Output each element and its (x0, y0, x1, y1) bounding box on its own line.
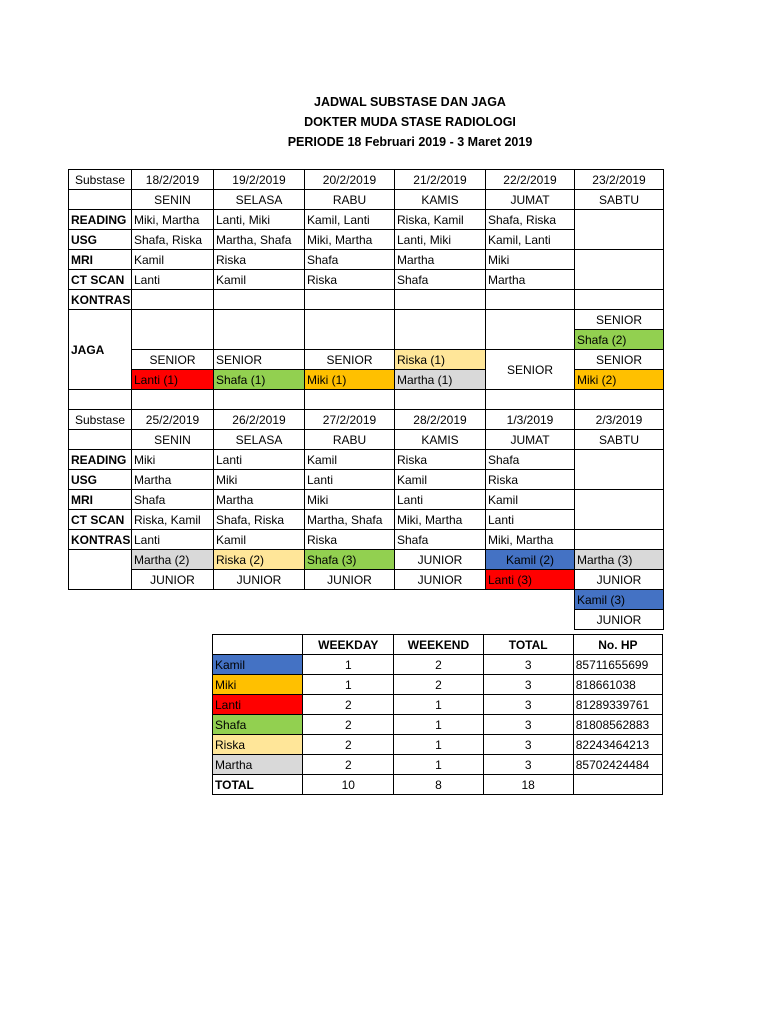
empty-cell (214, 610, 305, 630)
date-cell: 28/2/2019 (395, 410, 486, 430)
assignment-cell: Kamil (132, 250, 214, 270)
day-cell: SENIN (132, 190, 214, 210)
day-cell: KAMIS (395, 430, 486, 450)
assignment-cell: Kamil (305, 450, 395, 470)
recap-name-cell: Shafa (213, 715, 303, 735)
assignment-cell: Shafa, Riska (486, 210, 575, 230)
date-cell: 18/2/2019 (132, 170, 214, 190)
recap-name-cell: Kamil (213, 655, 303, 675)
recap-name-cell: Miki (213, 675, 303, 695)
jaga-role-cell: SENIOR (486, 350, 575, 390)
assignment-cell: Martha, Shafa (214, 230, 305, 250)
jaga-label: JAGA (69, 310, 132, 390)
week1-row-ctscan (69, 270, 664, 290)
empty-cell (69, 610, 132, 630)
jaga-role-cell: JUNIOR (575, 610, 664, 630)
date-cell: 2/3/2019 (575, 410, 664, 430)
jaga-name-cell: Shafa (3) (305, 550, 395, 570)
jaga-role-cell: SENIOR (575, 310, 664, 330)
recap-total-cell: 3 (483, 675, 573, 695)
jaga-name-cell: Kamil (3) (575, 590, 664, 610)
recap-weekday-cell: 2 (303, 755, 394, 775)
empty-cell (575, 470, 664, 490)
empty-cell (395, 590, 486, 610)
assignment-cell: Shafa (486, 450, 575, 470)
assignment-cell: Martha (132, 470, 214, 490)
empty-cell (575, 210, 664, 230)
recap-name-cell: Riska (213, 735, 303, 755)
day-cell: SABTU (575, 190, 664, 210)
title-line-2: DOKTER MUDA STASE RADIOLOGI (304, 115, 516, 129)
jaga-name-cell: Riska (1) (395, 350, 486, 370)
recap-weekend-cell: 1 (394, 735, 483, 755)
recap-weekend-cell: 2 (394, 655, 483, 675)
assignment-cell: Riska (214, 250, 305, 270)
assignment-cell: Miki (486, 250, 575, 270)
week2-row-kontras (69, 530, 664, 550)
assignment-cell: Miki, Martha (305, 230, 395, 250)
week1-row-reading (69, 210, 664, 230)
empty-cell (486, 310, 575, 350)
day-cell: SELASA (214, 190, 305, 210)
row-label: MRI (69, 250, 132, 270)
recap-weekday-cell: 2 (303, 735, 394, 755)
assignment-cell: Kamil (214, 530, 305, 550)
assignment-cell (395, 290, 486, 310)
date-cell: 25/2/2019 (132, 410, 214, 430)
assignment-cell: Riska, Kamil (395, 210, 486, 230)
jaga-role-cell: SENIOR (305, 350, 395, 370)
empty-cell (575, 270, 664, 290)
assignment-cell: Martha (214, 490, 305, 510)
week1-date-row (69, 170, 664, 190)
empty-cell (69, 430, 132, 450)
empty-cell (575, 510, 664, 530)
substase-label: Substase (69, 170, 132, 190)
recap-weekend-cell: 1 (394, 715, 483, 735)
recap-table (212, 634, 663, 795)
recap-weekend-cell: 1 (394, 755, 483, 775)
recap-weekend-cell: 1 (394, 695, 483, 715)
assignment-cell (132, 290, 214, 310)
recap-weekday-cell: 10 (303, 775, 394, 795)
empty-cell (395, 310, 486, 350)
week1-row-mri (69, 250, 664, 270)
empty-cell (214, 310, 305, 350)
recap-header-cell (213, 635, 303, 655)
assignment-cell: Shafa (132, 490, 214, 510)
row-label: CT SCAN (69, 510, 132, 530)
row-label: KONTRAS (69, 290, 132, 310)
jaga-name-cell: Martha (1) (395, 370, 486, 390)
title-line-3: PERIODE 18 Februari 2019 - 3 Maret 2019 (287, 135, 533, 149)
empty-cell (132, 390, 214, 410)
assignment-cell: Kamil, Lanti (486, 230, 575, 250)
recap-header-cell: No. HP (573, 635, 662, 655)
assignment-cell: Riska, Kamil (132, 510, 214, 530)
recap-row (213, 695, 663, 715)
empty-cell (395, 390, 486, 410)
week2-jaga-row-b (69, 570, 664, 590)
jaga-role-cell: SENIOR (132, 350, 214, 370)
week2-jaga-row-c (69, 590, 664, 610)
week1-row-usg (69, 230, 664, 250)
jaga-name-cell: Miki (2) (575, 370, 664, 390)
assignment-cell: Lanti (305, 470, 395, 490)
day-cell: SELASA (214, 430, 305, 450)
assignment-cell: Shafa (395, 270, 486, 290)
substase-label: Substase (69, 410, 132, 430)
assignment-cell: Shafa, Riska (132, 230, 214, 250)
week2-date-row (69, 410, 664, 430)
jaga-role-cell: JUNIOR (132, 570, 214, 590)
recap-phone-cell: 85711655699 (573, 655, 662, 675)
row-label: KONTRAS (69, 530, 132, 550)
week2-jaga-row-a (69, 550, 664, 570)
empty-cell (214, 390, 305, 410)
empty-cell (395, 610, 486, 630)
empty-cell (132, 310, 214, 350)
jaga-name-cell: Lanti (3) (486, 570, 575, 590)
date-cell: 21/2/2019 (395, 170, 486, 190)
spacer-row (69, 390, 664, 410)
jaga-name-cell: Martha (3) (575, 550, 664, 570)
assignment-cell: Shafa (305, 250, 395, 270)
week2-row-usg (69, 470, 664, 490)
day-cell: SABTU (575, 430, 664, 450)
jaga-role-cell: SENIOR (575, 350, 664, 370)
empty-cell (69, 590, 132, 610)
schedule-table (68, 169, 664, 630)
empty-cell (575, 230, 664, 250)
recap-row (213, 675, 663, 695)
date-cell: 20/2/2019 (305, 170, 395, 190)
empty-cell (69, 390, 132, 410)
empty-cell (132, 590, 214, 610)
empty-cell (575, 390, 664, 410)
recap-phone-cell: 81808562883 (573, 715, 662, 735)
assignment-cell: Kamil (395, 470, 486, 490)
row-label: READING (69, 450, 132, 470)
recap-total-cell: 3 (483, 735, 573, 755)
assignment-cell (214, 290, 305, 310)
assignment-cell: Miki, Martha (395, 510, 486, 530)
empty-cell (486, 390, 575, 410)
assignment-cell (486, 290, 575, 310)
assignment-cell: Martha (486, 270, 575, 290)
recap-header-row (213, 635, 663, 655)
recap-phone-cell: 81289339761 (573, 695, 662, 715)
recap-header-cell: WEEKDAY (303, 635, 394, 655)
week1-jaga-row-d (69, 370, 664, 390)
recap-phone-cell: 82243464213 (573, 735, 662, 755)
row-label: MRI (69, 490, 132, 510)
empty-cell (69, 570, 132, 590)
recap-row (213, 655, 663, 675)
assignment-cell: Lanti, Miki (214, 210, 305, 230)
assignment-cell: Miki (305, 490, 395, 510)
week2-day-row (69, 430, 664, 450)
assignment-cell: Lanti (395, 490, 486, 510)
recap-row (213, 715, 663, 735)
assignment-cell: Lanti, Miki (395, 230, 486, 250)
assignment-cell (305, 290, 395, 310)
document-title-block (200, 92, 620, 152)
jaga-name-cell: Miki (1) (305, 370, 395, 390)
empty-cell (69, 550, 132, 570)
jaga-name-cell: Shafa (1) (214, 370, 305, 390)
jaga-name-cell: Kamil (2) (486, 550, 575, 570)
empty-cell (486, 590, 575, 610)
jaga-role-cell: JUNIOR (214, 570, 305, 590)
assignment-cell: Miki (132, 450, 214, 470)
recap-phone-cell (573, 775, 662, 795)
day-cell: JUMAT (486, 190, 575, 210)
recap-header-cell: WEEKEND (394, 635, 483, 655)
recap-name-cell: Martha (213, 755, 303, 775)
recap-total-cell: 3 (483, 695, 573, 715)
assignment-cell: Martha, Shafa (305, 510, 395, 530)
week1-day-row (69, 190, 664, 210)
recap-total-cell: 3 (483, 715, 573, 735)
recap-phone-cell: 818661038 (573, 675, 662, 695)
day-cell: SENIN (132, 430, 214, 450)
empty-cell (575, 530, 664, 550)
empty-cell (132, 610, 214, 630)
date-cell: 22/2/2019 (486, 170, 575, 190)
assignment-cell: Miki, Martha (132, 210, 214, 230)
recap-phone-cell: 85702424484 (573, 755, 662, 775)
empty-cell (214, 590, 305, 610)
recap-total-cell: 3 (483, 655, 573, 675)
jaga-name-cell: Lanti (1) (132, 370, 214, 390)
recap-total-cell: 18 (483, 775, 573, 795)
recap-name-cell: Lanti (213, 695, 303, 715)
jaga-role-cell: JUNIOR (395, 570, 486, 590)
date-cell: 26/2/2019 (214, 410, 305, 430)
row-label: CT SCAN (69, 270, 132, 290)
recap-weekday-cell: 1 (303, 655, 394, 675)
assignment-cell: Riska (305, 530, 395, 550)
empty-cell (69, 190, 132, 210)
assignment-cell: Riska (305, 270, 395, 290)
date-cell: 23/2/2019 (575, 170, 664, 190)
row-label: USG (69, 470, 132, 490)
title-line-1: JADWAL SUBSTASE DAN JAGA (314, 95, 506, 109)
empty-cell (575, 490, 664, 510)
week1-row-kontras (69, 290, 664, 310)
recap-total-cell: 3 (483, 755, 573, 775)
recap-row (213, 755, 663, 775)
day-cell: KAMIS (395, 190, 486, 210)
row-label: USG (69, 230, 132, 250)
jaga-role-cell: JUNIOR (395, 550, 486, 570)
empty-cell (486, 610, 575, 630)
recap-total-label: TOTAL (213, 775, 303, 795)
recap-weekend-cell: 2 (394, 675, 483, 695)
assignment-cell: Shafa (395, 530, 486, 550)
assignment-cell: Lanti (132, 530, 214, 550)
empty-cell (305, 590, 395, 610)
empty-cell (575, 250, 664, 270)
recap-header-cell: TOTAL (483, 635, 573, 655)
empty-cell (305, 310, 395, 350)
assignment-cell: Miki, Martha (486, 530, 575, 550)
assignment-cell: Miki (214, 470, 305, 490)
assignment-cell: Martha (395, 250, 486, 270)
jaga-name-cell: Martha (2) (132, 550, 214, 570)
jaga-role-cell: JUNIOR (575, 570, 664, 590)
jaga-name-cell: Shafa (2) (575, 330, 664, 350)
assignment-cell: Riska (395, 450, 486, 470)
assignment-cell: Lanti (132, 270, 214, 290)
recap-total-row (213, 775, 663, 795)
recap-row (213, 735, 663, 755)
assignment-cell: Kamil (486, 490, 575, 510)
assignment-cell: Kamil, Lanti (305, 210, 395, 230)
assignment-cell: Lanti (214, 450, 305, 470)
row-label: READING (69, 210, 132, 230)
empty-cell (575, 450, 664, 470)
assignment-cell: Shafa, Riska (214, 510, 305, 530)
week2-row-reading (69, 450, 664, 470)
week1-jaga-row-a (69, 310, 664, 330)
day-cell: RABU (305, 430, 395, 450)
empty-cell (305, 390, 395, 410)
recap-weekday-cell: 2 (303, 695, 394, 715)
jaga-role-cell: JUNIOR (305, 570, 395, 590)
date-cell: 19/2/2019 (214, 170, 305, 190)
recap-weekday-cell: 2 (303, 715, 394, 735)
jaga-name-cell: Riska (2) (214, 550, 305, 570)
empty-cell (575, 290, 664, 310)
assignment-cell: Lanti (486, 510, 575, 530)
date-cell: 27/2/2019 (305, 410, 395, 430)
empty-cell (305, 610, 395, 630)
date-cell: 1/3/2019 (486, 410, 575, 430)
recap-weekend-cell: 8 (394, 775, 483, 795)
assignment-cell: Kamil (214, 270, 305, 290)
week2-row-ctscan (69, 510, 664, 530)
day-cell: RABU (305, 190, 395, 210)
recap-weekday-cell: 1 (303, 675, 394, 695)
week1-jaga-row-c (69, 350, 664, 370)
week2-jaga-row-d (69, 610, 664, 630)
assignment-cell: Riska (486, 470, 575, 490)
week2-row-mri (69, 490, 664, 510)
jaga-role-cell: SENIOR (214, 350, 305, 370)
day-cell: JUMAT (486, 430, 575, 450)
